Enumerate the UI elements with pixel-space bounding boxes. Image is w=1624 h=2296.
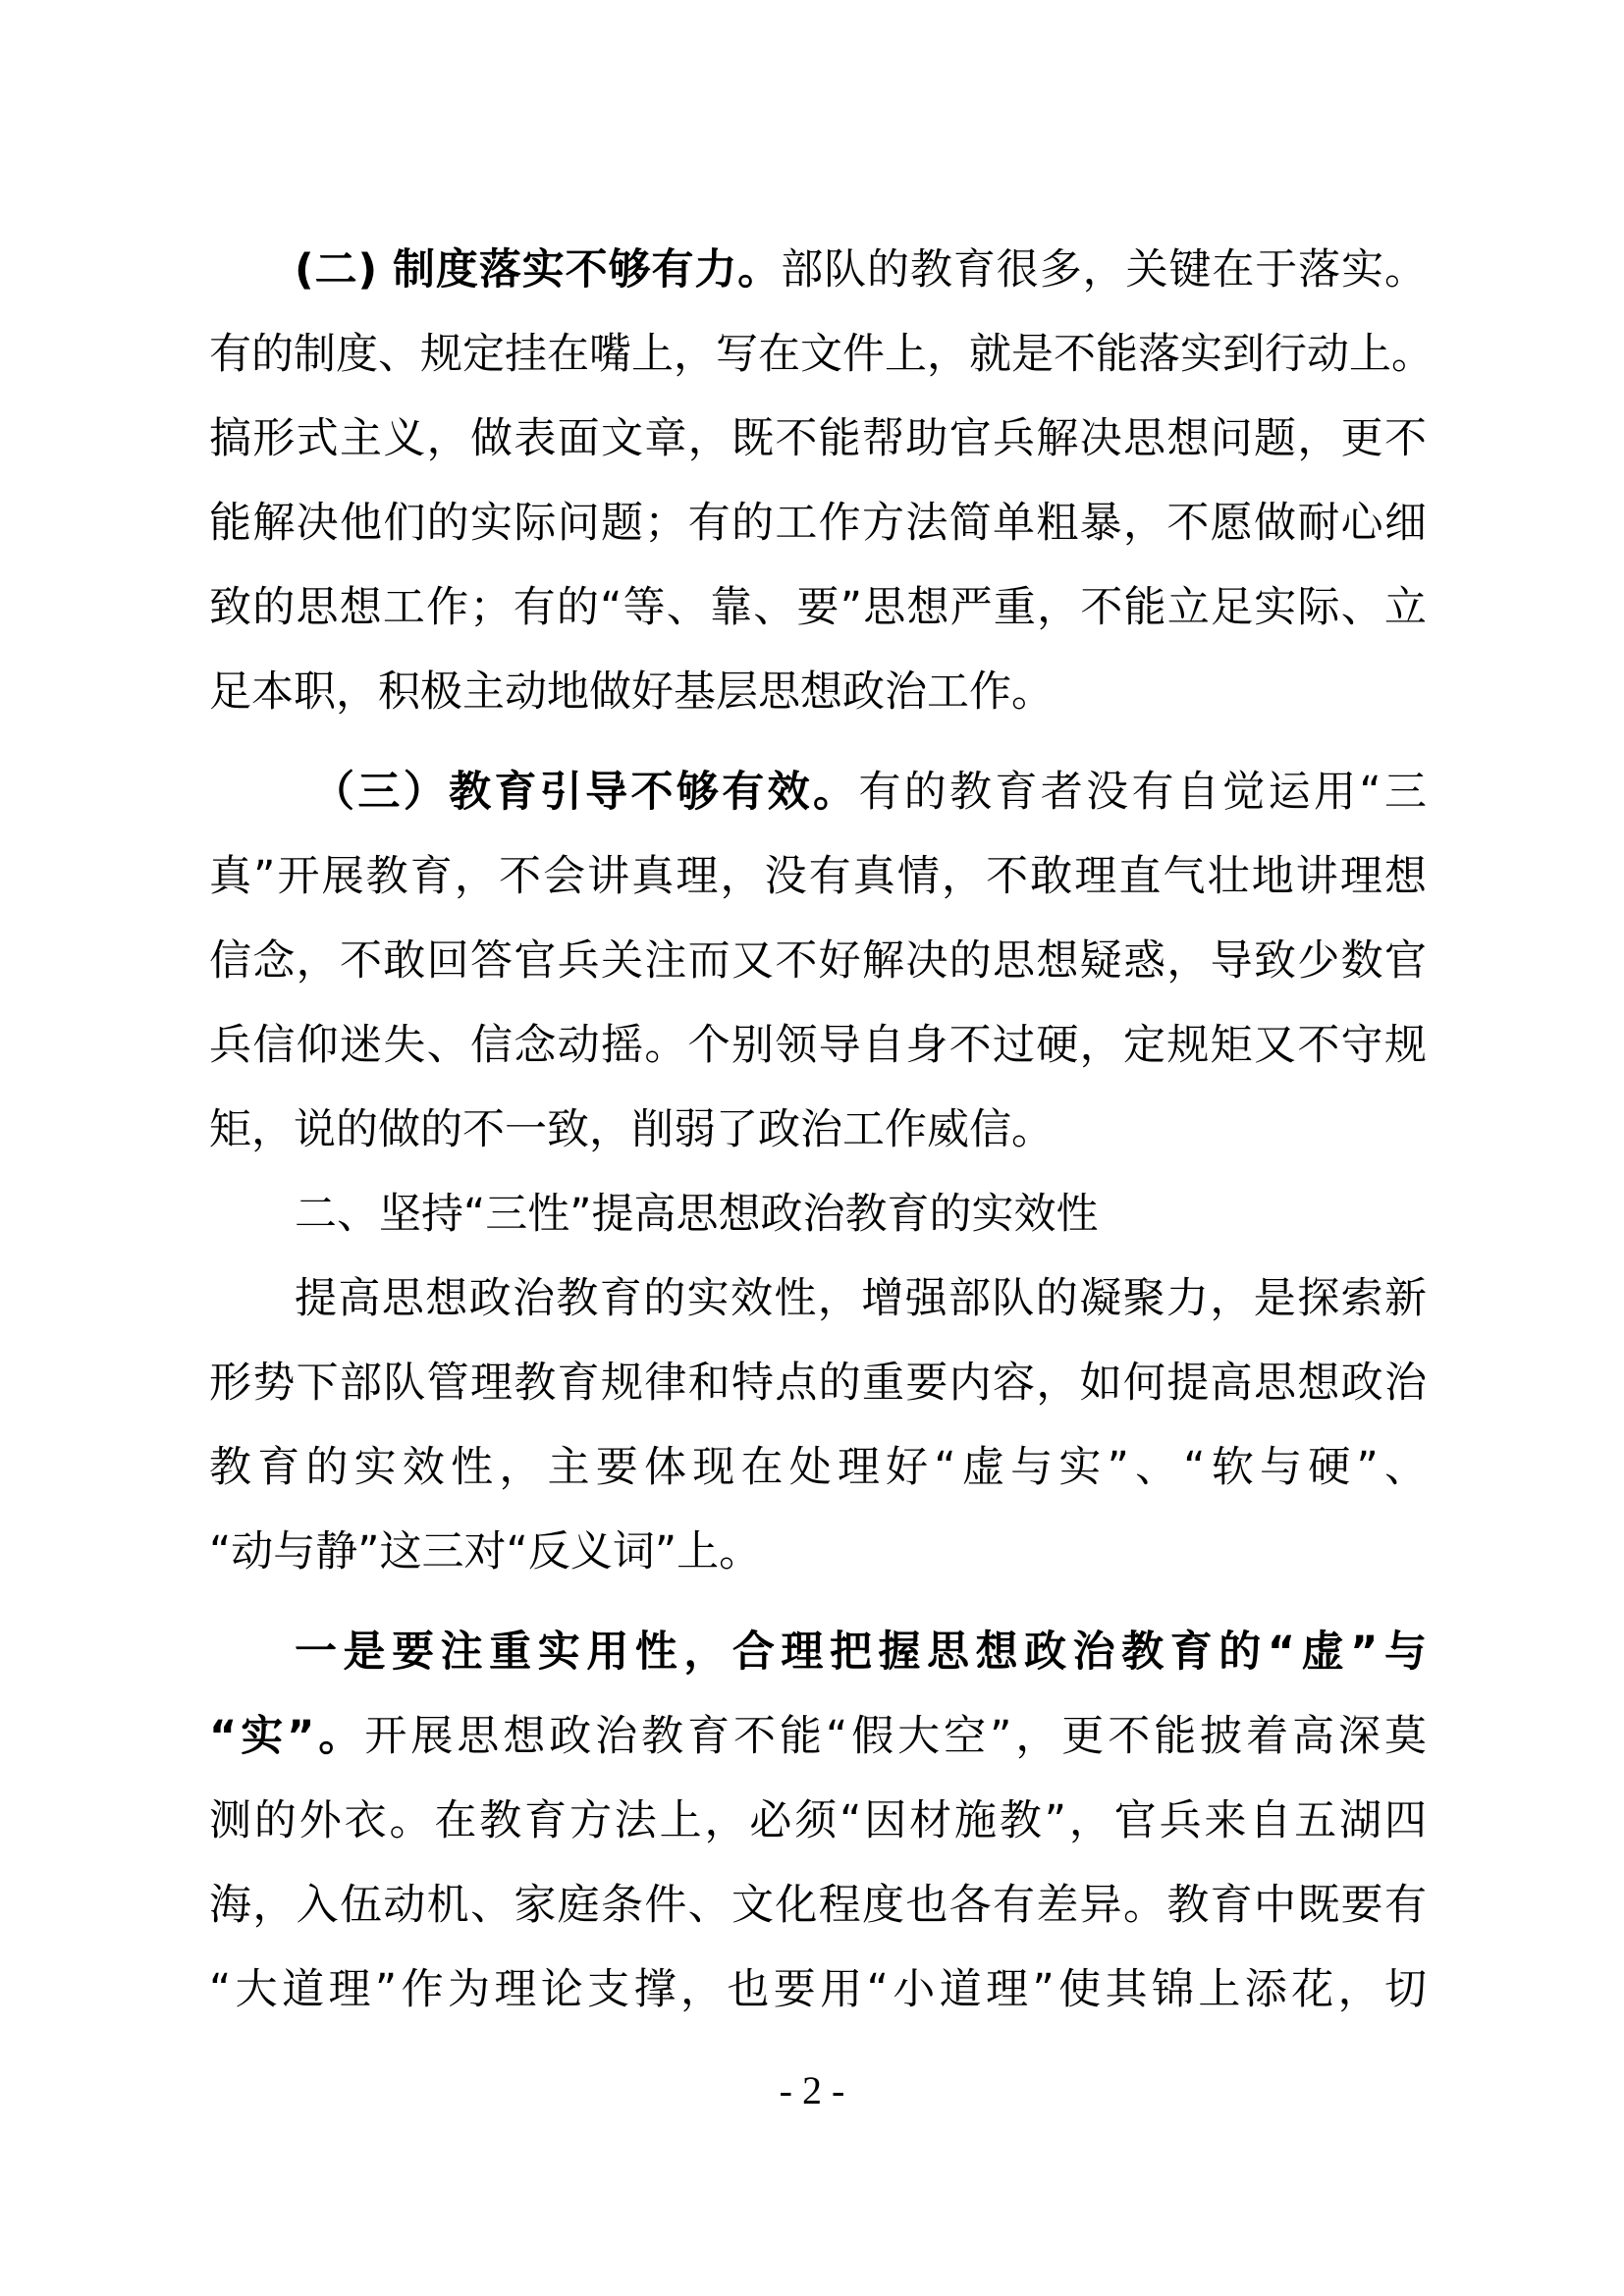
page-number: - 2 -: [779, 2068, 845, 2112]
point-heading-continuation: “实”。: [209, 1712, 365, 1761]
paragraph-text: 部队的教育很多，关键在于落实。: [781, 245, 1428, 294]
paragraph-line: 有的制度、规定挂在嘴上，写在文件上，就是不能落实到行动上。: [209, 330, 1434, 379]
paragraph-line: [209, 1707, 1427, 1766]
paragraph-line: 测的外衣。在教育方法上，必须“因材施教”，官兵来自五湖四: [209, 1796, 1427, 1845]
section-heading-3: （三）教育引导不够有效。: [312, 768, 859, 817]
paragraph-line: “大道理”作为理论支撑，也要用“小道理”使其锦上添花，切: [209, 1965, 1427, 2014]
paragraph-line: [295, 240, 1427, 299]
paragraph-line: 致的思想工作；有的“等、靠、要”思想严重，不能立足实际、立: [209, 583, 1427, 632]
section-heading-2: (二) 制度落实不够有力。: [295, 245, 782, 294]
paragraph-text: 有的教育者没有自觉运用“三: [858, 768, 1427, 817]
paragraph-line: 海，入伍动机、家庭条件、文化程度也各有差异。教育中既要有: [209, 1881, 1427, 1930]
paragraph-line: 兵信仰迷失、信念动摇。个别领导自身不过硬，定规矩又不守规: [209, 1021, 1427, 1070]
paragraph-line: 能解决他们的实际问题；有的工作方法简单粗暴，不愿做耐心细: [209, 499, 1427, 548]
paragraph-line: “动与静”这三对“反义词”上。: [209, 1527, 762, 1576]
point-heading: 一是要注重实用性，合理把握思想政治教育的“虚”与: [295, 1628, 1427, 1677]
paragraph-line: 教育的实效性，主要体现在处理好“虚与实”、“软与硬”、: [209, 1443, 1427, 1492]
paragraph-line: 形势下部队管理教育规律和特点的重要内容，如何提高思想政治: [209, 1359, 1427, 1408]
paragraph-line: 矩，说的做的不一致，削弱了政治工作威信。: [209, 1105, 1054, 1154]
paragraph-line: 真”开展教育，不会讲真理，没有真情，不敢理直气壮地讲理想: [209, 852, 1427, 901]
part-title: 二、坚持“三性”提高思想政治教育的实效性: [295, 1190, 1099, 1239]
paragraph-text: 开展思想政治教育不能“假大空”，更不能披着高深莫: [364, 1712, 1427, 1761]
paragraph-line: 提高思想政治教育的实效性，增强部队的凝聚力，是探索新: [295, 1274, 1427, 1323]
paragraph-line: 足本职，积极主动地做好基层思想政治工作。: [209, 667, 1054, 717]
paragraph-line: [312, 763, 1427, 822]
paragraph-line: 信念，不敢回答官兵关注而又不好解决的思想疑惑，导致少数官: [209, 936, 1427, 986]
paragraph-line: 搞形式主义，做表面文章，既不能帮助官兵解决思想问题，更不: [209, 414, 1427, 463]
